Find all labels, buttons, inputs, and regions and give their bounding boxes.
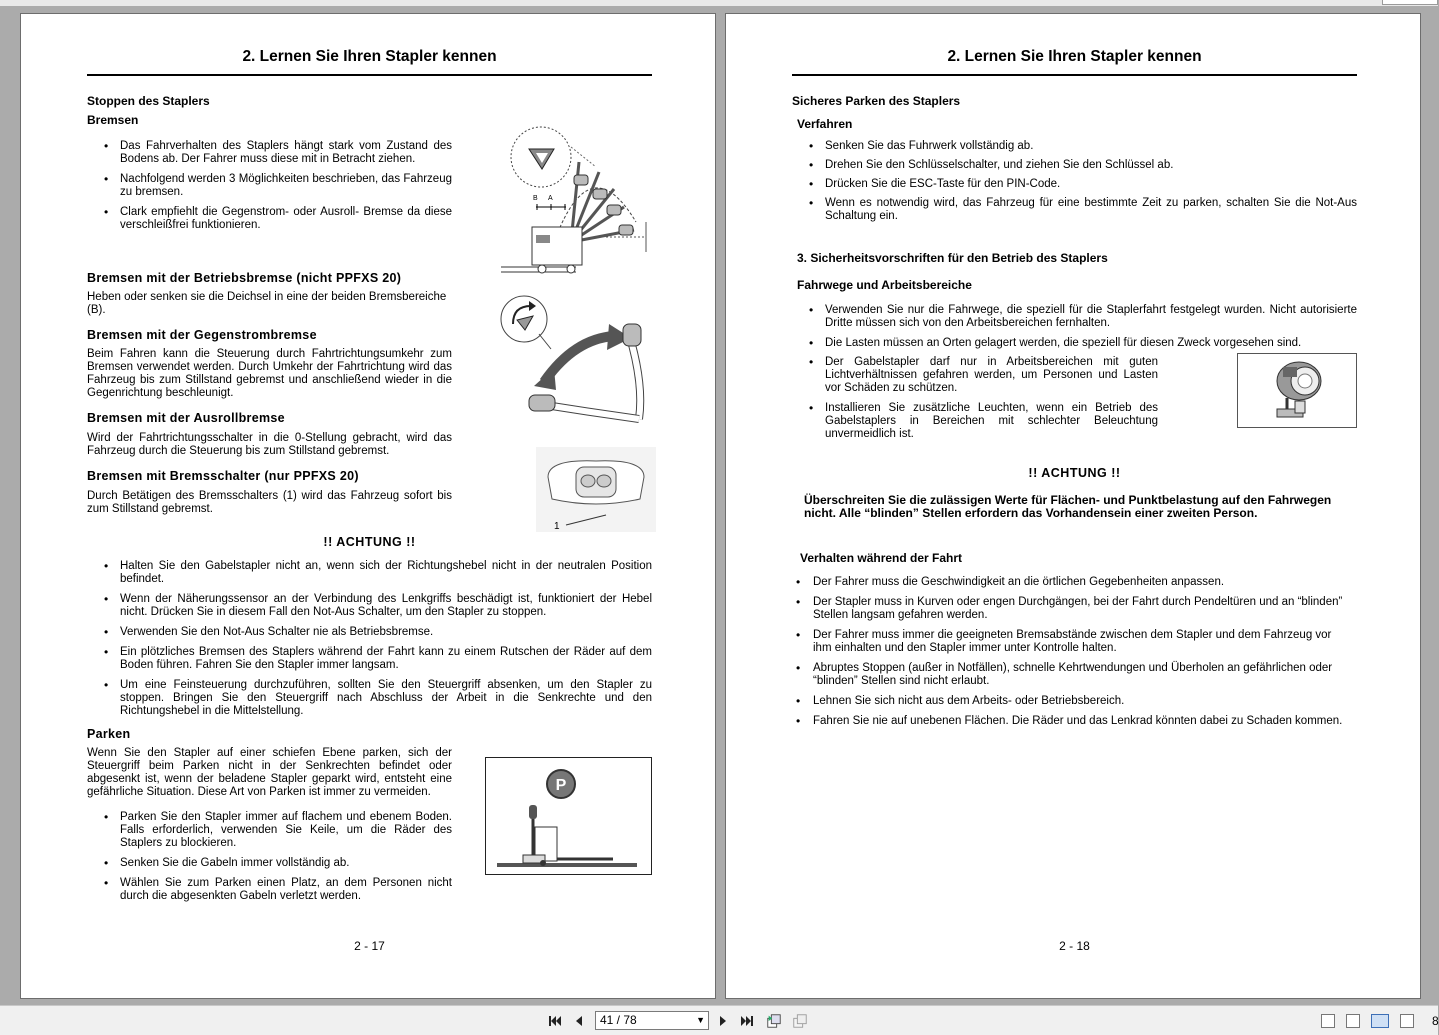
- heading-verhalten: Verhalten während der Fahrt: [800, 551, 963, 565]
- next-page-icon[interactable]: [715, 1013, 731, 1029]
- warning-heading: !! ACHTUNG !!: [1028, 466, 1121, 480]
- list-item: • Drücken Sie die ESC-Taste für den PIN-Code.: [792, 178, 1357, 191]
- verfahren-bullets: [792, 140, 1357, 229]
- fig-label-b: B: [533, 195, 538, 202]
- first-page-icon[interactable]: [547, 1013, 563, 1029]
- page-indicator: 41 / 78: [600, 1013, 637, 1027]
- page-title: 2. Lernen Sie Ihren Stapler kennen: [242, 48, 497, 65]
- list-item: • Senken Sie das Fuhrwerk vollständig ab.: [792, 140, 1357, 153]
- list-item: • Verwenden Sie nur die Fahrwege, die speziell für die Staplerfahrt festgelegt wurden. Nicht autorisierte Dritte müssen sich von den Arbeitsbereichen fernhalten.: [792, 304, 1357, 330]
- single-page-view-icon[interactable]: [1321, 1014, 1335, 1028]
- heading-parken: Parken: [87, 727, 131, 741]
- list-item: • Das Fahrverhalten des Staplers hängt stark vom Zustand des Bodens ab. Der Fahrer muss diese mit in Betracht ziehen.: [87, 140, 452, 166]
- list-item: • Parken Sie den Stapler immer auf flachem und ebenem Boden. Falls erforderlich, verwenden Sie Keile, um die Räder des Staplers zu blockieren.: [87, 811, 452, 850]
- list-item: • Halten Sie den Gabelstapler nicht an, wenn sich der Richtungshebel nicht in der neutralen Position befindet.: [87, 560, 652, 586]
- parking-figure: [485, 757, 652, 875]
- heading-sicherheit: 3. Sicherheitsvorschriften für den Betrieb des Staplers: [797, 251, 1108, 265]
- parking-sign-icon: P: [555, 777, 567, 794]
- page-right: [725, 13, 1421, 999]
- list-item: • Lehnen Sie sich nicht aus dem Arbeits- oder Betriebsbereich.: [792, 695, 1352, 708]
- intro-bullets: [87, 140, 452, 239]
- continuous-facing-view-icon[interactable]: [1400, 1014, 1414, 1028]
- list-item: • Um eine Feinsteuerung durchzuführen, sollten Sie den Steuergriff absenken, um den Stapler zu stoppen. Bringen Sie den Steuergriff nach Abschluss der Arbeit in die Senkrechte und den Richtungshebel in die Mittelstellung.: [87, 679, 652, 718]
- list-item: • Abruptes Stoppen (außer in Notfällen), schnelle Kehrtwendungen und Überholen an gefährlichen oder “blinden” Stellen sind nicht erlaubt.: [792, 662, 1352, 688]
- page-number: 2 - 17: [354, 939, 385, 953]
- list-item: • Wenn der Näherungssensor an der Verbindung des Lenkgriffs beschädigt ist, funktioniert der Hebel nicht. Drücken Sie in diesem Fall den Not-Aus Schalter, um den Stapler zu stoppen.: [87, 593, 652, 619]
- warning-heading: !! ACHTUNG !!: [323, 535, 416, 549]
- heading-bremsschalter: Bremsen mit Bremsschalter (nur PPFXS 20): [87, 469, 359, 483]
- zoom-level[interactable]: 8: [1432, 1014, 1439, 1028]
- list-item: • Der Fahrer muss die Geschwindigkeit an die örtlichen Gegebenheiten anpassen.: [792, 576, 1352, 589]
- parken-bullets: [87, 811, 452, 910]
- fahrwege-bullets: [792, 304, 1357, 357]
- list-item: • Senken Sie die Gabeln immer vollständig ab.: [87, 857, 452, 870]
- page-left: [20, 13, 716, 999]
- fahrwege-bullets-narrow: [792, 356, 1158, 448]
- title-rule: [87, 74, 652, 76]
- section-heading: Stoppen des Staplers: [87, 94, 210, 108]
- page-number: 2 - 18: [1059, 939, 1090, 953]
- tiller-brake-figure: [496, 127, 651, 277]
- heading-betriebsbremse: Bremsen mit der Betriebsbremse (nicht PPFXS 20): [87, 271, 402, 285]
- list-item: • Der Stapler muss in Kurven oder engen Durchgängen, bei der Fahrt durch Pendeltüren und an “blinden” Stellen langsam gefahren werden.: [792, 596, 1352, 622]
- fig-label-1: 1: [554, 521, 560, 532]
- list-item: • Der Gabelstapler darf nur in Arbeitsbereichen mit guten Lichtverhältnissen gefahren werden, um Personen und Lasten vor Schäden zu schützen.: [792, 356, 1158, 395]
- warning-bullets: [87, 560, 652, 725]
- document-viewer[interactable]: [0, 6, 1438, 1005]
- list-item: • Installieren Sie zusätzliche Leuchten, wenn ein Betrieb des Gabelstaplers in Bereichen mit schlechter Beleuchtung unvermeidlich ist.: [792, 402, 1158, 441]
- heading-fahrwege: Fahrwege und Arbeitsbereiche: [797, 278, 972, 292]
- facing-pages-view-icon[interactable]: [1371, 1014, 1389, 1028]
- verhalten-bullets: [792, 576, 1352, 735]
- warning-text: Überschreiten Sie die zulässigen Werte für Flächen- und Punktbelastung auf den Fahrwegen nicht. Alle “blinden” Stellen erfordern das Vorhandensein einer zweiten Person.: [804, 493, 1332, 520]
- chevron-down-icon[interactable]: ▼: [696, 1015, 705, 1025]
- sub-heading: Bremsen: [87, 113, 139, 127]
- forward-view-icon[interactable]: [792, 1013, 808, 1029]
- heading-gegenstrom: Bremsen mit der Gegenstrombremse: [87, 328, 317, 342]
- list-item: • Die Lasten müssen an Orten gelagert werden, die speziell für diesen Zweck vorgesehen sind.: [792, 337, 1357, 350]
- list-item: • Verwenden Sie den Not-Aus Schalter nie als Betriebsbremse.: [87, 626, 652, 639]
- list-item: • Wenn es notwendig wird, das Fahrzeug für eine bestimmte Zeit zu parken, schalten Sie die Not-Aus Schaltung ein.: [792, 197, 1357, 223]
- list-item: • Der Fahrer muss immer die geeigneten Bremsabstände zwischen dem Stapler und dem Fahrzeug vor ihm einhalten und den Stapler immer unter Kontrolle halten.: [792, 629, 1352, 655]
- page-number-input[interactable]: [595, 1011, 709, 1030]
- list-item: • Clark empfiehlt die Gegenstrom- oder Ausroll- Bremse da diese verschleißfrei funktionieren.: [87, 206, 452, 232]
- navigation-toolbar: [0, 1005, 1438, 1035]
- title-rule: [792, 74, 1357, 76]
- back-view-icon[interactable]: [766, 1013, 782, 1029]
- sub-heading: Verfahren: [797, 117, 853, 131]
- top-field[interactable]: [1382, 0, 1438, 5]
- list-item: • Fahren Sie nie auf unebenen Flächen. Die Räder und das Lenkrad könnten dabei zu Schaden kommen.: [792, 715, 1352, 728]
- brake-switch-figure: [536, 447, 656, 532]
- previous-page-icon[interactable]: [571, 1013, 587, 1029]
- lamp-figure: [1237, 353, 1357, 428]
- page-title: 2. Lernen Sie Ihren Stapler kennen: [947, 48, 1202, 65]
- text-parken: Wenn Sie den Stapler auf einer schiefen Ebene parken, sich der Steuergriff beim Parken nicht in der Senkrechten befindet oder abgesenkt ist, wenn der beladene Stapler geparkt wird, entsteht eine gefährliche Situation. Diese Art von Parken ist immer zu vermeiden.: [87, 747, 452, 798]
- text-gegenstrom: Beim Fahren kann die Steuerung durch Fahrtrichtungsumkehr zum Bremsen verwendet werden. Durch Umkehr der Fahrtrichtung wird das Fahrzeug bis zum Stillstand gebremst und anschließend wieder in die Gegenrichtung beschleunigt.: [87, 348, 452, 399]
- text-betriebsbremse: Heben oder senken sie die Deichsel in eine der beiden Bremsbereiche (B).: [87, 291, 447, 316]
- section-heading: Sicheres Parken des Staplers: [792, 94, 961, 108]
- reverse-braking-figure: [499, 294, 649, 429]
- list-item: • Ein plötzliches Bremsen des Staplers während der Fahrt kann zu einem Rutschen der Räder auf dem Boden führen. Fahren Sie den Stapler immer langsam.: [87, 646, 652, 672]
- heading-ausroll: Bremsen mit der Ausrollbremse: [87, 411, 285, 425]
- text-ausroll: Wird der Fahrtrichtungsschalter in die 0-Stellung gebracht, wird das Fahrzeug durch die Steuerung bis zum Stillstand gebremst.: [87, 432, 452, 457]
- last-page-icon[interactable]: [739, 1013, 755, 1029]
- fig-label-a: A: [548, 195, 553, 202]
- list-item: • Nachfolgend werden 3 Möglichkeiten beschrieben, das Fahrzeug zu bremsen.: [87, 173, 452, 199]
- text-bremsschalter: Durch Betätigen des Bremsschalters (1) wird das Fahrzeug sofort bis zum Stillstand gebremst.: [87, 490, 452, 515]
- list-item: • Wählen Sie zum Parken einen Platz, an dem Personen nicht durch die abgesenkten Gabeln verletzt werden.: [87, 877, 452, 903]
- continuous-view-icon[interactable]: [1346, 1014, 1360, 1028]
- list-item: • Drehen Sie den Schlüsselschalter, und ziehen Sie den Schlüssel ab.: [792, 159, 1357, 172]
